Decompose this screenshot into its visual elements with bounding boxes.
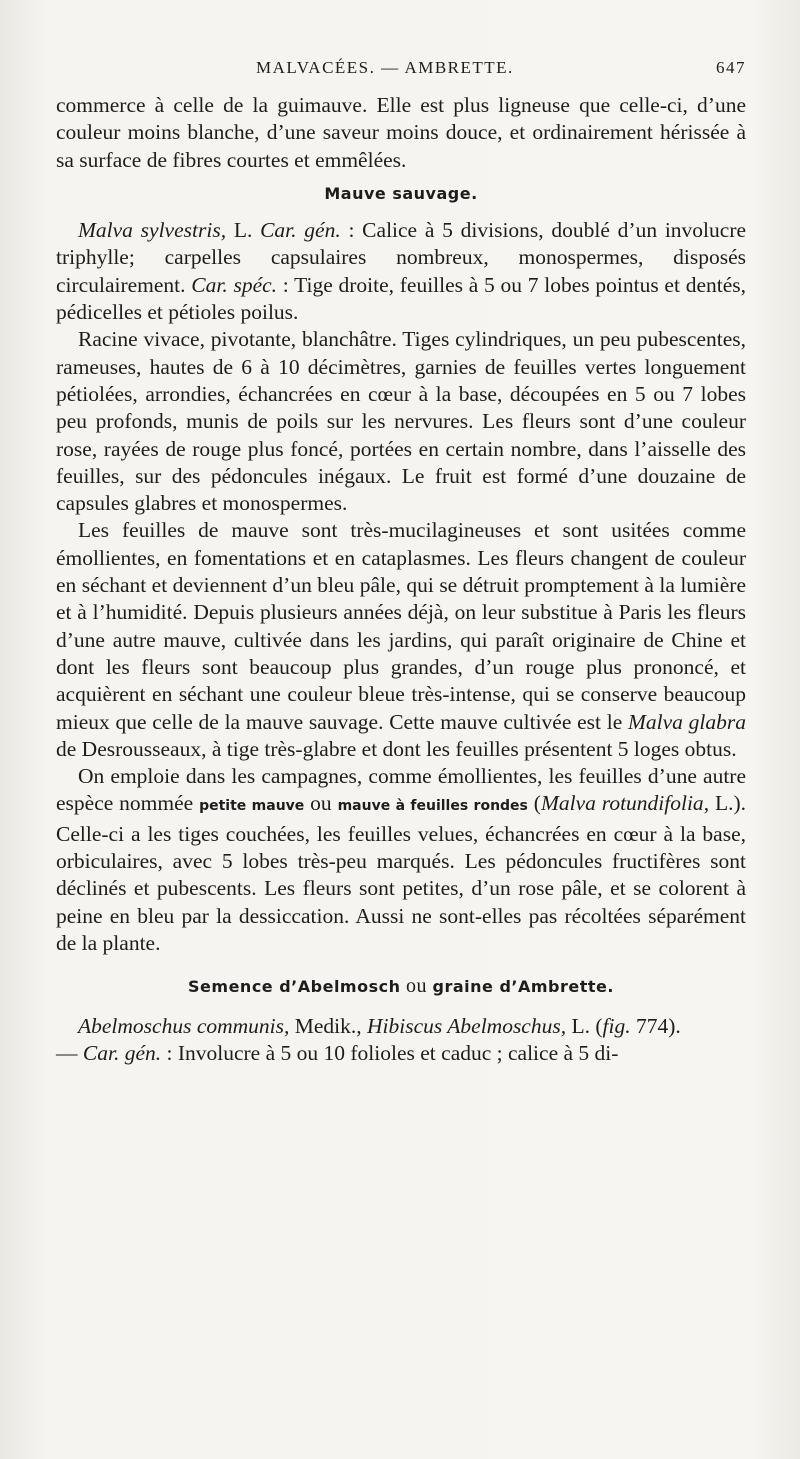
- text-run: —: [56, 1040, 83, 1065]
- text-run: (: [527, 791, 541, 816]
- authority: L.: [226, 218, 261, 243]
- page-body: [56, 92, 746, 1067]
- bold-term: petite mauve: [199, 798, 305, 815]
- paragraph-continuation: commerce à celle de la guimauve. Elle est plus ligneuse que celle-ci, d’une couleur moins blanche, d’une saveur moins douce, et ordinairement hérissée à sa surface de fibres courtes et emmêlées.: [56, 93, 746, 172]
- text-run: : Tige droite, feuilles à 5 ou 7 lobes pointus et dentés, pédicelles et pétioles poilus.: [56, 272, 746, 325]
- text-run: , L.). Celle-ci a les tiges couchées, les feuilles velues, échancrées en cœur à la base, orbiculaires, avec 5 lobes très-peu marqués. Les pédoncules fructifères sont déclinés et pubescents. Les fleurs sont petites, d’un rose pâle, et se colorent à peine en bleu par la dessiccation. Aussi ne sont-elles pas récoltées séparément de la plante.: [56, 791, 746, 955]
- text-run: Medik.,: [289, 1013, 368, 1038]
- fig-label: fig.: [602, 1013, 631, 1038]
- paragraph-petite-mauve: [56, 763, 746, 957]
- text-run: Les feuilles de mauve sont très-mucilagineuses et sont usitées comme émollientes, en fomentations et en cataplasmes. Les fleurs changent de couleur en séchant et deviennent d’un bleu pâle, qui se détruit promptement à la lumière et à l’humidité. Depuis plusieurs années déjà, on leur substitue à Paris les fleurs d’une autre mauve, cultivée dans les jardins, qui paraît originaire de Chine et dont les fleurs sont beaucoup plus grandes, d’un rouge plus prononcé, et acquièrent en séchant une couleur bleue très-intense, qui se conserve beaucoup mieux que celle de la mauve sauvage. Cette mauve cultivée est le: [56, 518, 746, 734]
- text-run: 774).: [630, 1013, 681, 1038]
- species-name: Hibiscus Abelmoschus,: [367, 1013, 567, 1038]
- bold-term: mauve à feuilles rondes: [337, 798, 528, 815]
- heading-part: graine d’Ambrette.: [432, 977, 614, 997]
- text-run: On emploie dans les campagnes, comme émollientes, les feuilles d’une autre espèce nommée: [56, 764, 746, 816]
- paragraph-uses: [56, 517, 746, 763]
- paragraph-description: Racine vivace, pivotante, blanchâtre. Tiges cylindriques, un peu pubescentes, rameuses, hautes de 6 à 10 décimètres, garnies de feuilles vertes longuement pétiolées, arrondies, échancrées en cœur à la base, découpées en 5 ou 7 lobes peu profonds, munis de poils sur les nervures. Les fleurs sont d’une couleur rose, rayées de rouge plus foncé, portées en certain nombre, dans l’aisselle des feuilles, sur des pédoncules inégaux. Le fruit est formé d’une douzaine de capsules glabres et monospermes.: [56, 327, 746, 516]
- text-run: : Involucre à 5 ou 10 folioles et caduc ; calice à 5 di-: [161, 1040, 619, 1065]
- text-run: de Desrousseaux, à tige très-glabre et dont les feuilles présentent 5 loges obtus.: [56, 736, 737, 761]
- paragraph-malva-sylvestris: [56, 217, 746, 326]
- text-run: ou: [304, 791, 338, 816]
- text-run: L. (: [566, 1013, 603, 1038]
- heading-part: Semence d’Abelmosch: [188, 977, 401, 997]
- species-name: Malva glabra: [627, 709, 746, 734]
- page-number: 647: [716, 58, 746, 77]
- section-heading-semence: [56, 973, 746, 1000]
- species-name: Malva sylvestris,: [78, 218, 227, 243]
- running-title: MALVACÉES. — AMBRETTE.: [256, 58, 514, 77]
- species-name: Abelmoschus communis,: [78, 1013, 290, 1038]
- car-gen-label: Car. gén.: [260, 218, 341, 243]
- car-spec-label: Car. spéc.: [191, 272, 278, 297]
- section-heading-mauve-sauvage: Mauve sauvage.: [324, 183, 478, 203]
- running-head: [56, 58, 746, 84]
- paragraph-abelmoschus: [56, 1013, 746, 1068]
- species-name: Malva rotundifolia: [540, 791, 704, 816]
- heading-part: ou: [400, 975, 433, 998]
- car-gen-label: Car. gén.: [82, 1040, 162, 1065]
- text-run: : Calice à 5 divisions, doublé d’un involucre triphylle; carpelles capsulaires nombreux, monospermes, disposés circulairement.: [56, 218, 747, 297]
